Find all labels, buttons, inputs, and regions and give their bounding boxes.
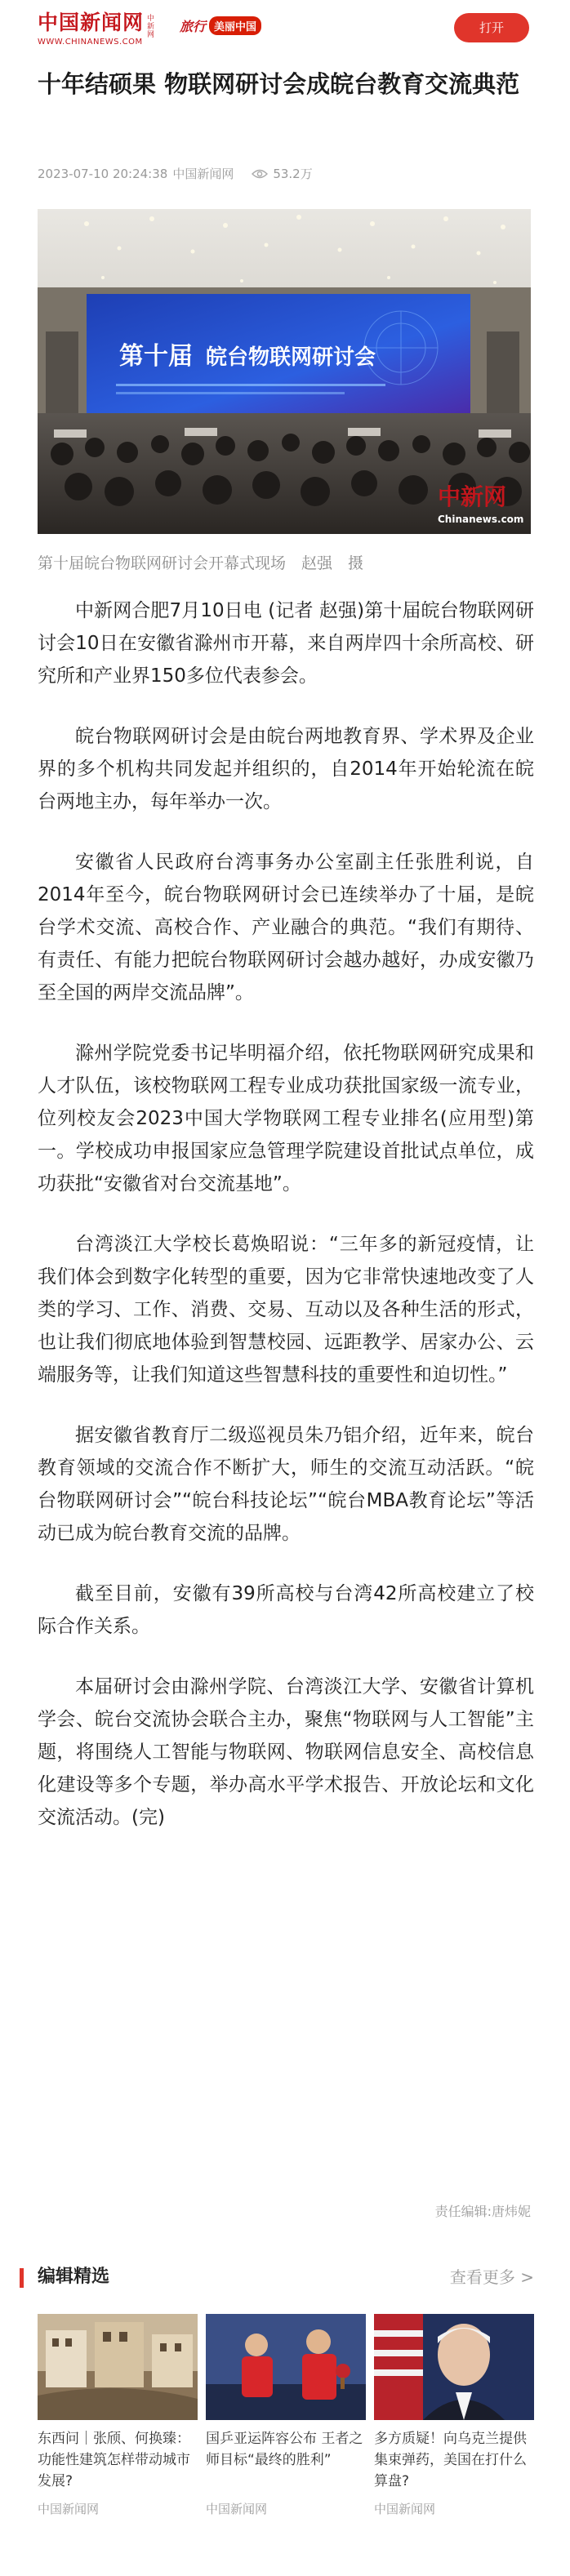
slogan-beautiful-china: 美丽中国 [209, 16, 261, 35]
article-paragraph: 截至目前，安徽有39所高校与台湾42所高校建立了校际合作关系。 [38, 1583, 534, 1637]
open-app-button[interactable]: 打开 [454, 13, 529, 42]
pick-thumbnail[interactable] [206, 2314, 366, 2420]
article-meta [38, 165, 537, 182]
section-accent-bar [20, 2268, 24, 2288]
top-bar [0, 0, 570, 57]
pick-thumbnail[interactable] [38, 2314, 198, 2420]
article-paragraph: 本届研讨会由滁州学院、台湾淡江大学、安徽省计算机学会、皖台交流协会联合主办，聚焦“物联网与人工智能”主题，将围绕人工智能与物联网、物联网信息安全、高校信息化建设等多个专题，举办高水平学术报告、开放论坛和文化交流活动。(完) [38, 1676, 534, 1828]
pick-source: 中国新闻网 [374, 2502, 436, 2516]
pick-source: 中国新闻网 [38, 2502, 100, 2516]
article-paragraph: 皖台物联网研讨会是由皖台两地教育界、学术界及企业界的多个机构共同发起并组织的，自2014年开始轮流在皖台两地主办，每年举办一次。 [38, 726, 534, 812]
editors-picks-header [20, 2265, 534, 2289]
pick-title[interactable]: 东西问｜张颀、何换臻：功能性建筑怎样带动城市发展? [38, 2431, 190, 2489]
svg-text:第十届: 第十届 [119, 342, 193, 371]
slogan-banner [180, 16, 261, 35]
article-paragraph: 安徽省人民政府台湾事务办公室副主任张胜利说，自2014年至今，皖台物联网研讨会已连续举办了十届，是皖台学术交流、高校合作、产业融合的典范。“我们有期待、有责任、有能力把皖台物联网研讨会越办越好，办成安徽乃至全国的两岸交流品牌”。 [38, 852, 534, 1003]
article-source: 中国新闻网 [172, 167, 234, 181]
article-photo[interactable] [38, 209, 531, 534]
photo-watermark: 中新网 [438, 483, 507, 510]
article-body [38, 594, 534, 1862]
site-logo[interactable] [38, 11, 155, 47]
see-more-link[interactable]: 查看更多 > [449, 2267, 534, 2287]
article-paragraph: 据安徽省教育厅二级巡视员朱乃铝介绍，近年来，皖台教育领域的交流合作不断扩大，师生的交流互动活跃。“皖台物联网研讨会”“皖台科技论坛”“皖台MBA教育论坛”等活动已成为皖台教育交流的品牌。 [38, 1425, 534, 1544]
editors-picks-title: 编辑精选 [38, 2267, 110, 2287]
pick-card[interactable] [38, 2314, 198, 2517]
view-count: 53.2万 [273, 167, 313, 181]
pick-title[interactable]: 多方质疑！向乌克兰提供集束弹药，美国在打什么算盘? [374, 2431, 527, 2489]
photo-watermark-url: Chinanews.com [438, 514, 524, 525]
logo-url: WWW.CHINANEWS.COM [38, 38, 143, 47]
article-datetime: 2023-07-10 20:24:38 [38, 166, 168, 181]
article-paragraph: 滁州学院党委书记毕明福介绍，依托物联网研究成果和人才队伍，该校物联网工程专业成功获批国家级一流专业，位列校友会2023中国大学物联网工程专业排名(应用型)第一。学校成功申报国家应急管理学院建设首批试点单位，成功获批“安徽省对台交流基地”。 [38, 1043, 534, 1195]
pick-card[interactable] [206, 2314, 366, 2517]
photo-caption: 第十届皖台物联网研讨会开幕式现场 赵强 摄 [38, 554, 364, 572]
svg-text:皖台物联网研讨会: 皖台物联网研讨会 [206, 345, 376, 370]
eye-icon [252, 169, 268, 179]
logo-tag: 中新网 [147, 15, 155, 39]
pick-source: 中国新闻网 [206, 2502, 268, 2516]
slogan-travel: 旅行 [180, 19, 207, 34]
pick-thumbnail[interactable] [374, 2314, 534, 2420]
pick-title[interactable]: 国乒亚运阵容公布 王者之师目标“最终的胜利” [206, 2431, 363, 2468]
article-paragraph: 中新网合肥7月10日电 (记者 赵强)第十届皖台物联网研讨会10日在安徽省滁州市开幕，来自两岸四十余所高校、研究所和产业界150多位代表参会。 [38, 600, 534, 687]
logo-text: 中国新闻网 [38, 11, 145, 34]
article-title: 十年结硕果 物联网研讨会成皖台教育交流典范 [38, 70, 520, 98]
responsible-editor: 责任编辑:唐炜妮 [434, 2204, 531, 2219]
article-paragraph: 台湾淡江大学校长葛焕昭说：“三年多的新冠疫情，让我们体会到数字化转型的重要，因为它非常快速地改变了人类的学习、工作、消费、交易、互动以及各种生活的形式，也让我们彻底地体验到智慧校园、远距教学、居家办公、云端服务等，让我们知道这些智慧科技的重要性和迫切性。” [38, 1234, 534, 1386]
pick-card[interactable] [374, 2314, 534, 2517]
